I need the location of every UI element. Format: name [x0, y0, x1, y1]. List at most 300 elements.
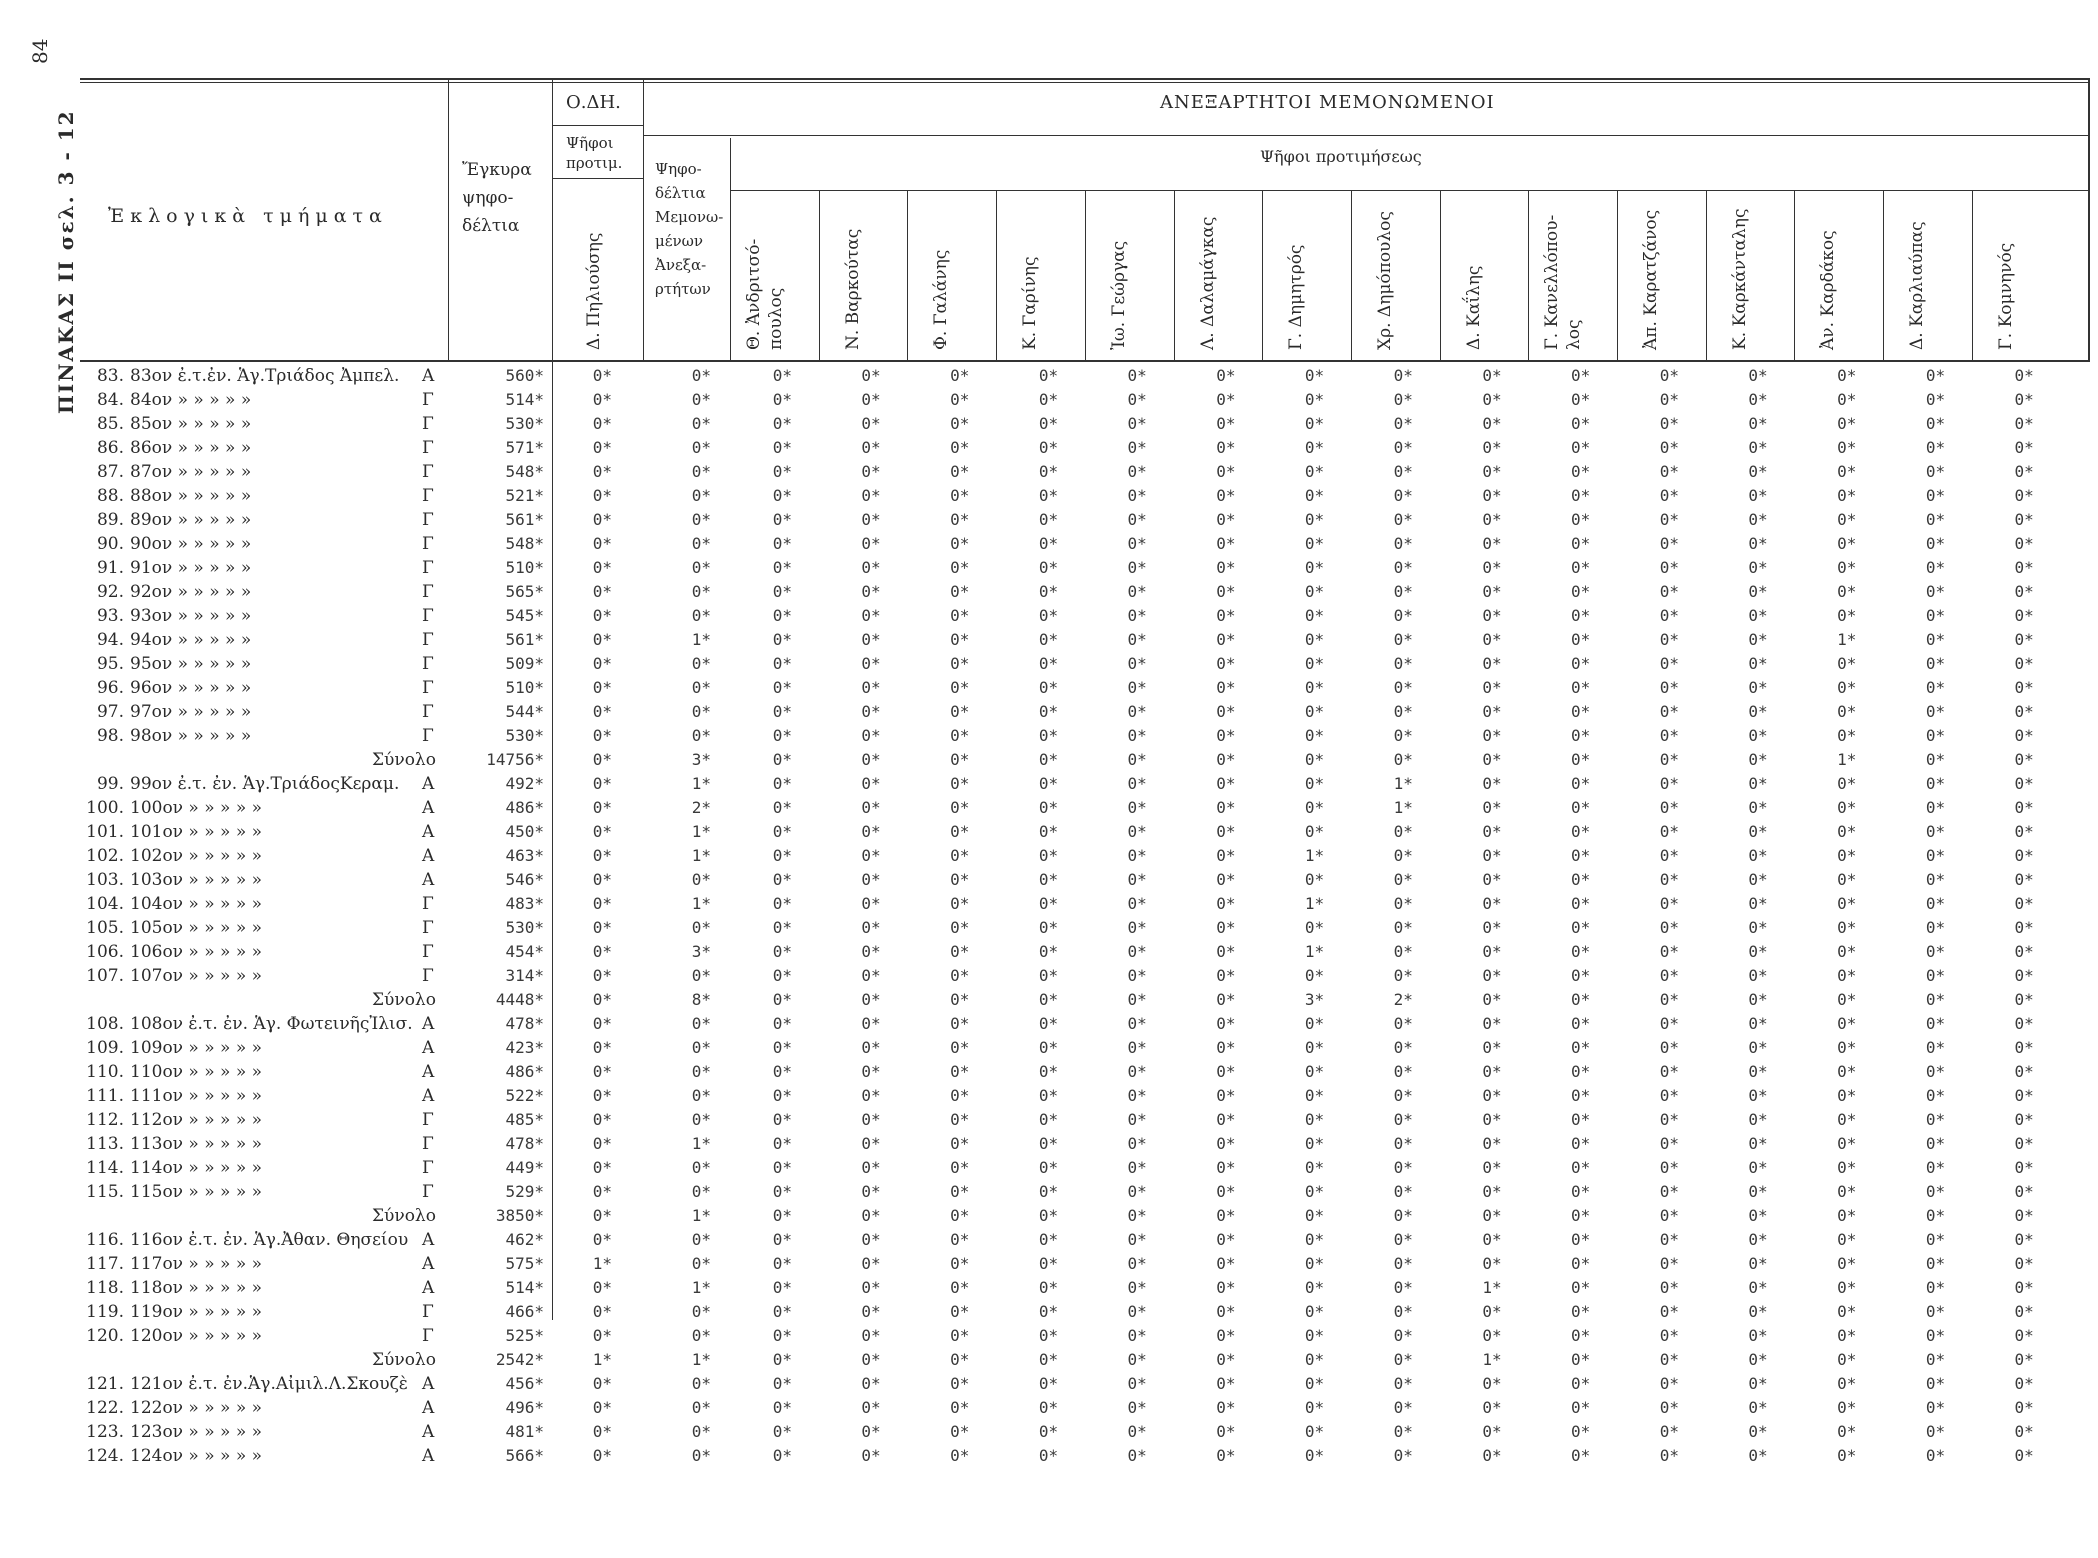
- candidate-pref-value: 0*: [1216, 1062, 1236, 1081]
- candidate-pref-value: 0*: [1482, 582, 1502, 601]
- candidate-pref-value: 0*: [2014, 1182, 2034, 1201]
- odh-pref-value: 0*: [592, 582, 612, 601]
- candidate-pref-value: 0*: [772, 558, 792, 577]
- candidate-pref-value: 0*: [1837, 1326, 1857, 1345]
- odh-pref-value: 0*: [592, 702, 612, 721]
- candidate-pref-value: 0*: [1127, 1182, 1147, 1201]
- candidate-pref-value: 0*: [1038, 750, 1059, 769]
- row-class: A: [422, 1086, 435, 1106]
- candidate-pref-value: 0*: [950, 1230, 970, 1249]
- candidate-pref-value: 0*: [1837, 1374, 1857, 1393]
- candidate-pref-value: 0*: [1038, 1230, 1059, 1249]
- indep-ballots-value: 0*: [691, 1302, 711, 1321]
- row-index: 105.: [86, 918, 124, 938]
- candidate-pref-value: 0*: [1482, 1182, 1502, 1201]
- candidate-pref-value: 0*: [1837, 1014, 1857, 1033]
- indep-ballots-header: Ἀνεξα-: [655, 256, 707, 274]
- row-index: 112.: [86, 1110, 124, 1130]
- row-section-name: 88ον » » » » »: [130, 486, 252, 506]
- candidate-pref-value: 0*: [1748, 606, 1768, 625]
- candidate-pref-value: 0*: [772, 462, 792, 481]
- candidate-pref-value: 0*: [950, 702, 970, 721]
- candidate-pref-value: 0*: [1393, 1326, 1413, 1345]
- candidate-pref-value: 0*: [1748, 1350, 1768, 1369]
- candidate-pref-value: 0*: [950, 1254, 970, 1273]
- candidate-pref-value: 0*: [1216, 390, 1236, 409]
- candidate-pref-value: 0*: [1304, 390, 1325, 409]
- valid-ballots-value: 483*: [505, 894, 544, 913]
- valid-ballots-value: 510*: [505, 678, 544, 697]
- row-index: 121.: [86, 1374, 124, 1394]
- indep-ballots-header: Μεμονω-: [655, 208, 724, 226]
- candidate-pref-value: 0*: [861, 462, 881, 481]
- candidate-pref-value: 0*: [1925, 534, 1946, 553]
- valid-ballots-value: 454*: [505, 942, 544, 961]
- indep-ballots-value: 0*: [691, 1158, 711, 1177]
- indep-ballots-value: 1*: [691, 1278, 711, 1297]
- candidate-pref-value: 0*: [772, 894, 792, 913]
- candidate-pref-value: 0*: [1038, 1062, 1059, 1081]
- row-section-name: 101ον » » » » »: [130, 822, 263, 842]
- row-index: 86.: [96, 438, 124, 458]
- candidate-pref-value: 0*: [1393, 654, 1413, 673]
- candidate-pref-value: 0*: [1127, 750, 1147, 769]
- valid-ballots-value: 525*: [505, 1326, 544, 1345]
- candidate-pref-value: 0*: [1482, 438, 1502, 457]
- valid-ballots-value: 3850*: [495, 1206, 544, 1225]
- candidate-pref-value: 0*: [772, 1014, 792, 1033]
- rule-line: [1528, 190, 1529, 360]
- candidate-pref-value: 0*: [1482, 774, 1502, 793]
- candidate-pref-value: 0*: [1571, 654, 1591, 673]
- candidate-pref-value: 0*: [1304, 366, 1325, 385]
- candidate-pref-value: 0*: [1925, 1134, 1946, 1153]
- candidate-pref-value: 0*: [1571, 966, 1591, 985]
- candidate-pref-value: 0*: [861, 966, 881, 985]
- candidate-pref-value: 0*: [1482, 510, 1502, 529]
- row-index: 111.: [86, 1086, 124, 1106]
- row-section-name: 89ον » » » » »: [130, 510, 252, 530]
- candidate-pref-value: 1*: [1304, 894, 1325, 913]
- candidate-pref-value: 0*: [1748, 366, 1768, 385]
- candidate-pref-value: 0*: [1571, 918, 1591, 937]
- odh-pref-value: 0*: [592, 366, 612, 385]
- indep-ballots-value: 1*: [691, 1206, 711, 1225]
- row-class: Γ: [422, 1134, 434, 1154]
- candidate-pref-value: 0*: [1659, 798, 1679, 817]
- candidate-pref-value: 0*: [1038, 438, 1059, 457]
- candidate-pref-value: 0*: [1482, 822, 1502, 841]
- candidate-pref-value: 0*: [1925, 606, 1946, 625]
- candidate-pref-value: 0*: [1482, 990, 1502, 1009]
- candidate-pref-value: 0*: [1748, 534, 1768, 553]
- row-section-name: 113ον » » » » »: [130, 1134, 263, 1154]
- candidate-pref-value: 0*: [1837, 846, 1857, 865]
- candidate-pref-value: 0*: [772, 366, 792, 385]
- candidate-pref-value: 0*: [1925, 1374, 1946, 1393]
- odh-candidate-header: Δ. Πηλιούσης: [584, 232, 604, 350]
- row-class: A: [422, 798, 435, 818]
- candidate-pref-value: 1*: [1393, 798, 1413, 817]
- candidate-pref-value: 0*: [1038, 1134, 1059, 1153]
- row-section-name: 118ον » » » » »: [130, 1278, 263, 1298]
- candidate-pref-value: 0*: [1925, 942, 1946, 961]
- candidate-pref-value: 0*: [1038, 606, 1059, 625]
- candidate-pref-value: 0*: [1304, 1302, 1325, 1321]
- candidate-pref-value: 0*: [1748, 1014, 1768, 1033]
- candidate-pref-value: 0*: [1925, 366, 1946, 385]
- candidate-pref-value: 0*: [1038, 1086, 1059, 1105]
- candidate-pref-value: 0*: [1659, 870, 1679, 889]
- candidate-pref-value: 0*: [1571, 1350, 1591, 1369]
- candidate-pref-value: 0*: [772, 846, 792, 865]
- candidate-pref-value: 0*: [1038, 1422, 1059, 1441]
- candidate-pref-value: 0*: [861, 654, 881, 673]
- candidate-pref-value: 0*: [1482, 702, 1502, 721]
- candidate-pref-value: 0*: [1127, 1086, 1147, 1105]
- odh-pref-value: 0*: [592, 726, 612, 745]
- candidate-pref-value: 0*: [1304, 606, 1325, 625]
- candidate-pref-value: 0*: [861, 630, 881, 649]
- candidate-pref-value: 0*: [1925, 1278, 1946, 1297]
- candidate-pref-value: 0*: [861, 1110, 881, 1129]
- candidate-pref-value: 0*: [1482, 1326, 1502, 1345]
- candidate-pref-value: 0*: [1038, 918, 1059, 937]
- candidate-pref-value: 0*: [1393, 1350, 1413, 1369]
- candidate-pref-value: 0*: [1216, 918, 1236, 937]
- candidate-pref-value: 0*: [1571, 582, 1591, 601]
- candidate-pref-value: 0*: [1393, 1038, 1413, 1057]
- row-section-name: 115ον » » » » »: [130, 1182, 263, 1202]
- candidate-pref-value: 0*: [1748, 1278, 1768, 1297]
- candidate-pref-value: 0*: [1038, 1278, 1059, 1297]
- candidate-name: Λ. Δαλαμάγκας: [1197, 216, 1218, 350]
- candidate-pref-value: 0*: [1571, 558, 1591, 577]
- odh-pref-value: 0*: [592, 438, 612, 457]
- candidate-pref-value: 0*: [1748, 1254, 1768, 1273]
- candidate-pref-value: 0*: [1127, 1206, 1147, 1225]
- candidate-pref-value: 0*: [1837, 486, 1857, 505]
- rule-line: [819, 190, 820, 360]
- candidate-pref-value: 0*: [861, 1206, 881, 1225]
- candidate-pref-value: 0*: [772, 750, 792, 769]
- candidate-pref-value: 0*: [1748, 990, 1768, 1009]
- candidate-pref-value: 0*: [1659, 1182, 1679, 1201]
- valid-ballots-value: 530*: [505, 726, 544, 745]
- candidate-pref-value: 0*: [1837, 654, 1857, 673]
- candidate-pref-value: 0*: [1393, 942, 1413, 961]
- candidate-pref-value: 0*: [1748, 702, 1768, 721]
- candidate-pref-value: 0*: [1748, 438, 1768, 457]
- rule-line: [552, 125, 643, 126]
- rule-line: [1085, 190, 1086, 360]
- row-section-name: 123ον » » » » »: [130, 1422, 263, 1442]
- candidate-pref-value: 0*: [2014, 1350, 2034, 1369]
- row-index: 107.: [86, 966, 124, 986]
- candidate-pref-value: 0*: [1216, 1230, 1236, 1249]
- row-class: Γ: [422, 942, 434, 962]
- candidate-pref-value: 0*: [1216, 438, 1236, 457]
- row-section-name: 83ον ἐ.τ.ἐν. Ἁγ.Τριάδος Ἀμπελ.: [130, 366, 400, 386]
- candidate-pref-value: 0*: [1925, 894, 1946, 913]
- row-index: 88.: [96, 486, 124, 506]
- candidate-pref-value: 0*: [1571, 1326, 1591, 1345]
- candidate-pref-value: 0*: [1659, 558, 1679, 577]
- row-section-name: 95ον » » » » »: [130, 654, 252, 674]
- candidate-pref-value: 0*: [2014, 894, 2034, 913]
- candidate-pref-value: 0*: [1127, 1326, 1147, 1345]
- candidate-pref-value: 0*: [1304, 630, 1325, 649]
- candidate-pref-value: 0*: [1748, 822, 1768, 841]
- candidate-pref-value: 0*: [1216, 750, 1236, 769]
- candidate-pref-value: 0*: [772, 702, 792, 721]
- candidate-pref-value: 0*: [1659, 1014, 1679, 1033]
- candidate-pref-value: 0*: [1571, 1014, 1591, 1033]
- indep-ballots-header: μένων: [655, 232, 703, 250]
- candidate-pref-value: 1*: [1304, 846, 1325, 865]
- candidate-pref-value: 0*: [1304, 1134, 1325, 1153]
- candidate-pref-value: 0*: [1304, 678, 1325, 697]
- candidate-pref-value: 0*: [2014, 582, 2034, 601]
- candidate-pref-value: 0*: [1127, 366, 1147, 385]
- candidate-pref-value: 3*: [1304, 990, 1325, 1009]
- candidate-pref-value: 0*: [1304, 1086, 1325, 1105]
- candidate-pref-value: 0*: [1038, 654, 1059, 673]
- row-index: 85.: [96, 414, 124, 434]
- row-index: 91.: [96, 558, 124, 578]
- candidate-pref-value: 0*: [1925, 1158, 1946, 1177]
- candidate-pref-value: 0*: [1216, 942, 1236, 961]
- candidate-pref-value: 0*: [1748, 582, 1768, 601]
- candidate-pref-value: 0*: [2014, 1326, 2034, 1345]
- candidate-name: πουλος: [766, 287, 786, 350]
- candidate-pref-value: 0*: [1837, 918, 1857, 937]
- row-class: Γ: [422, 1110, 434, 1130]
- row-section-name: 98ον » » » » »: [130, 726, 252, 746]
- row-section-name: 111ον » » » » »: [130, 1086, 263, 1106]
- candidate-pref-value: 1*: [1837, 750, 1857, 769]
- candidate-pref-value: 0*: [1482, 1110, 1502, 1129]
- candidate-pref-value: 0*: [861, 1182, 881, 1201]
- candidate-pref-value: 0*: [1925, 654, 1946, 673]
- candidate-pref-value: 0*: [950, 654, 970, 673]
- candidate-pref-value: 0*: [1482, 1446, 1502, 1465]
- indep-ballots-value: 8*: [691, 990, 711, 1009]
- candidate-pref-value: 0*: [950, 1350, 970, 1369]
- candidate-pref-value: 0*: [1748, 1182, 1768, 1201]
- candidate-pref-value: 0*: [1482, 798, 1502, 817]
- page-title: ΠΙΝΑΚΑΣ II σελ. 3 - 12: [54, 109, 78, 414]
- candidate-pref-value: 0*: [1925, 558, 1946, 577]
- candidate-pref-value: 0*: [1304, 1254, 1325, 1273]
- candidate-pref-value: 0*: [950, 390, 970, 409]
- candidate-pref-value: 0*: [1571, 630, 1591, 649]
- candidate-pref-value: 0*: [1571, 438, 1591, 457]
- candidate-pref-value: 0*: [1837, 390, 1857, 409]
- candidate-pref-value: 0*: [1393, 630, 1413, 649]
- rule-line: [730, 138, 731, 360]
- indep-ballots-value: 0*: [691, 678, 711, 697]
- candidate-pref-value: 2*: [1393, 990, 1413, 1009]
- odh-pref-value: 0*: [592, 1062, 612, 1081]
- candidate-pref-value: 0*: [861, 918, 881, 937]
- indep-ballots-value: 0*: [691, 870, 711, 889]
- candidate-pref-value: 0*: [772, 606, 792, 625]
- valid-ballots-value: 486*: [505, 1062, 544, 1081]
- candidate-pref-value: 0*: [1127, 1278, 1147, 1297]
- row-section-name: 124ον » » » » »: [130, 1446, 263, 1466]
- candidate-pref-value: 0*: [772, 942, 792, 961]
- candidate-pref-value: 0*: [1925, 1110, 1946, 1129]
- candidate-pref-value: 0*: [1659, 534, 1679, 553]
- candidate-pref-value: 0*: [1659, 990, 1679, 1009]
- candidate-pref-value: 0*: [1748, 558, 1768, 577]
- candidate-pref-value: 0*: [1127, 726, 1147, 745]
- row-index: 89.: [96, 510, 124, 530]
- indep-ballots-value: 0*: [691, 1014, 711, 1033]
- candidate-pref-value: 0*: [1216, 582, 1236, 601]
- candidate-pref-value: 0*: [1127, 390, 1147, 409]
- odh-pref-value: 0*: [592, 918, 612, 937]
- candidate-pref-value: 0*: [950, 1062, 970, 1081]
- valid-ballots-value: 496*: [505, 1398, 544, 1417]
- row-class: A: [422, 1014, 435, 1034]
- candidate-pref-value: 0*: [2014, 918, 2034, 937]
- candidate-pref-value: 0*: [1393, 678, 1413, 697]
- row-index: 124.: [86, 1446, 124, 1466]
- candidate-pref-value: 0*: [1571, 822, 1591, 841]
- candidate-pref-value: 0*: [1659, 702, 1679, 721]
- candidate-pref-value: 0*: [1393, 582, 1413, 601]
- candidate-pref-value: 0*: [1837, 678, 1857, 697]
- candidate-pref-value: 0*: [950, 486, 970, 505]
- candidate-pref-value: 0*: [1748, 462, 1768, 481]
- row-section-name: 109ον » » » » »: [130, 1038, 263, 1058]
- candidate-pref-value: 0*: [1925, 702, 1946, 721]
- candidate-pref-value: 0*: [1837, 1446, 1857, 1465]
- candidate-pref-value: 0*: [772, 1062, 792, 1081]
- candidate-pref-value: 0*: [1482, 918, 1502, 937]
- candidate-pref-value: 0*: [1925, 846, 1946, 865]
- candidate-pref-value: 0*: [1127, 630, 1147, 649]
- candidate-pref-value: 0*: [1748, 414, 1768, 433]
- odh-pref-value: 0*: [592, 1158, 612, 1177]
- candidate-pref-value: 0*: [1393, 966, 1413, 985]
- row-section-name: 108ον ἐ.τ. ἐν. Ἁγ. ΦωτεινῆςἸλισ.: [130, 1014, 413, 1034]
- indep-ballots-value: 0*: [691, 966, 711, 985]
- row-index: 97.: [96, 702, 124, 722]
- valid-ballots-value: 545*: [505, 606, 544, 625]
- candidate-pref-value: 0*: [1659, 1422, 1679, 1441]
- indep-ballots-value: 0*: [691, 1326, 711, 1345]
- candidate-pref-value: 0*: [950, 582, 970, 601]
- indep-ballots-value: 0*: [691, 1422, 711, 1441]
- rule-line: [1351, 190, 1352, 360]
- candidate-pref-value: 0*: [861, 1086, 881, 1105]
- candidate-pref-value: 0*: [1659, 1086, 1679, 1105]
- candidate-pref-value: 0*: [2014, 990, 2034, 1009]
- valid-ballots-value: 522*: [505, 1086, 544, 1105]
- candidate-pref-value: 0*: [1127, 918, 1147, 937]
- candidate-pref-value: 0*: [1837, 1110, 1857, 1129]
- indep-ballots-value: 0*: [691, 1374, 711, 1393]
- candidate-pref-value: 0*: [861, 1014, 881, 1033]
- candidate-pref-value: 0*: [1482, 894, 1502, 913]
- candidate-pref-value: 0*: [1393, 1206, 1413, 1225]
- row-index: 101.: [86, 822, 124, 842]
- candidate-pref-value: 0*: [1925, 870, 1946, 889]
- candidate-pref-value: 0*: [861, 894, 881, 913]
- candidate-pref-value: 0*: [2014, 534, 2034, 553]
- row-class: A: [422, 1398, 435, 1418]
- row-index: 102.: [86, 846, 124, 866]
- candidate-pref-value: 0*: [772, 1158, 792, 1177]
- row-class: A: [422, 1446, 435, 1466]
- row-section-name: 110ον » » » » »: [130, 1062, 263, 1082]
- candidate-pref-value: 0*: [2014, 798, 2034, 817]
- row-section-name: 97ον » » » » »: [130, 702, 252, 722]
- row-index: 119.: [86, 1302, 124, 1322]
- candidate-pref-value: 0*: [1748, 390, 1768, 409]
- row-class: Γ: [422, 606, 434, 626]
- candidate-pref-value: 0*: [1038, 870, 1059, 889]
- candidate-pref-value: 0*: [1482, 1158, 1502, 1177]
- candidate-pref-value: 0*: [1393, 870, 1413, 889]
- candidate-pref-value: 0*: [772, 1038, 792, 1057]
- odh-pref-value: 0*: [592, 1326, 612, 1345]
- candidate-pref-value: 0*: [1393, 702, 1413, 721]
- candidate-pref-value: 0*: [1038, 1326, 1059, 1345]
- candidate-pref-value: 0*: [1925, 822, 1946, 841]
- candidate-pref-value: 0*: [1482, 846, 1502, 865]
- indep-ballots-value: 0*: [691, 918, 711, 937]
- candidate-pref-value: 0*: [1216, 798, 1236, 817]
- indep-ballots-value: 0*: [691, 1182, 711, 1201]
- candidate-pref-value: 1*: [1482, 1278, 1502, 1297]
- row-section-name: 104ον » » » » »: [130, 894, 263, 914]
- candidate-pref-value: 0*: [1038, 822, 1059, 841]
- valid-ballots-value: 575*: [505, 1254, 544, 1273]
- candidate-pref-value: 0*: [1038, 990, 1059, 1009]
- candidate-pref-value: 0*: [1038, 582, 1059, 601]
- candidate-pref-value: 0*: [950, 1086, 970, 1105]
- candidate-pref-value: 0*: [1216, 1278, 1236, 1297]
- candidate-pref-value: 0*: [1659, 630, 1679, 649]
- candidate-pref-value: 0*: [1571, 1086, 1591, 1105]
- candidate-pref-value: 0*: [1393, 1230, 1413, 1249]
- candidate-pref-value: 0*: [861, 1278, 881, 1297]
- candidate-pref-value: 0*: [1304, 1206, 1325, 1225]
- row-index: 117.: [86, 1254, 124, 1274]
- candidate-pref-value: 0*: [1925, 414, 1946, 433]
- candidate-pref-value: 1*: [1837, 630, 1857, 649]
- candidate-pref-value: 0*: [1837, 1350, 1857, 1369]
- candidate-pref-value: 0*: [1127, 414, 1147, 433]
- candidate-pref-value: 0*: [1304, 1230, 1325, 1249]
- candidate-pref-value: 0*: [1127, 438, 1147, 457]
- candidate-pref-value: 0*: [1837, 966, 1857, 985]
- candidate-pref-value: 0*: [1925, 1326, 1946, 1345]
- candidate-pref-value: 0*: [861, 1326, 881, 1345]
- rule-line: [1617, 190, 1618, 360]
- indep-ballots-value: 0*: [691, 1230, 711, 1249]
- odh-pref-value: 0*: [592, 654, 612, 673]
- row-index: 93.: [96, 606, 124, 626]
- candidate-pref-value: 0*: [861, 486, 881, 505]
- candidate-pref-value: 0*: [1925, 726, 1946, 745]
- candidate-pref-value: 0*: [1571, 1062, 1591, 1081]
- row-section-name: 100ον » » » » »: [130, 798, 263, 818]
